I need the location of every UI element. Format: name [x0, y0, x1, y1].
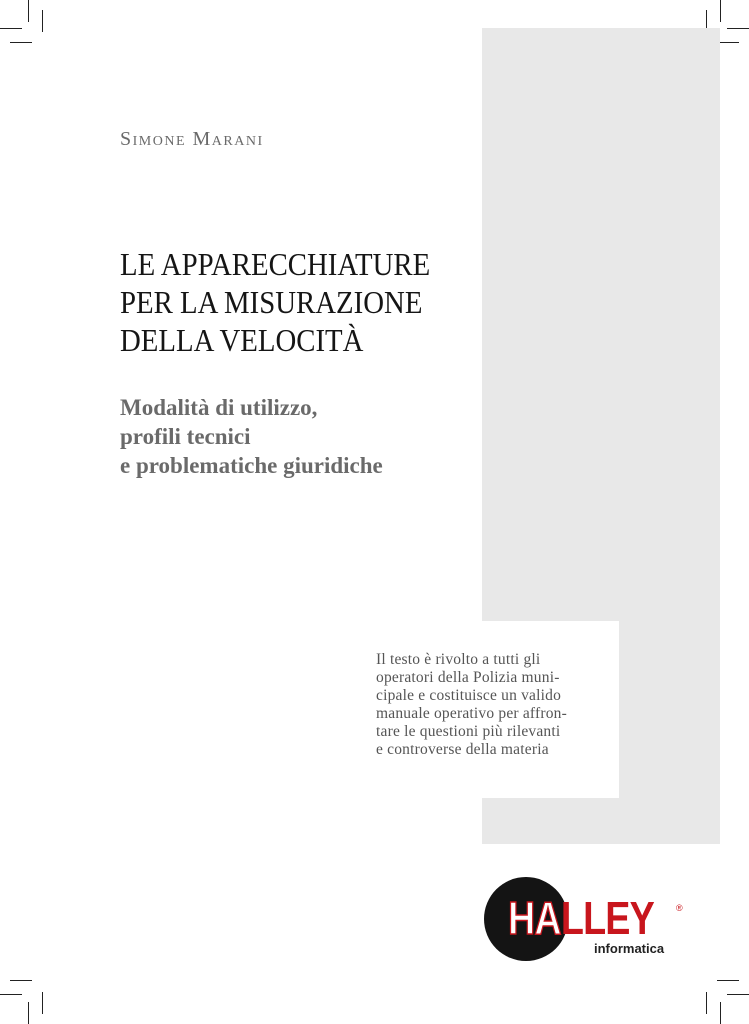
- crop-mark: [706, 992, 707, 1014]
- title-line: LE APPARECCHIATURE: [120, 246, 431, 282]
- registered-mark: ®: [676, 903, 683, 913]
- logo-word-part1: HA: [508, 892, 561, 944]
- crop-mark: [720, 1002, 721, 1024]
- blurb-line: Il testo è rivolto a tutti gli: [376, 651, 541, 668]
- blurb-line: e controverse della materia: [376, 741, 549, 758]
- crop-mark: [717, 980, 739, 981]
- title-line: PER LA MISURAZIONE: [120, 284, 423, 320]
- blurb-line: manuale operativo per affron-: [376, 705, 567, 722]
- author-name: Simone Marani: [120, 128, 264, 150]
- publisher-logo-subtitle: informatica: [594, 941, 665, 956]
- crop-mark: [727, 994, 749, 995]
- blurb-text: [376, 651, 626, 759]
- subtitle-line: Modalità di utilizzo,: [120, 395, 318, 420]
- crop-mark: [42, 10, 43, 32]
- crop-mark: [717, 42, 739, 43]
- crop-mark: [10, 42, 32, 43]
- crop-mark: [28, 1002, 29, 1024]
- blurb-line: tare le questioni più rilevanti: [376, 723, 561, 740]
- subtitle-line: profili tecnici: [120, 424, 251, 449]
- crop-mark: [42, 992, 43, 1014]
- subtitle-line: e problematiche giuridiche: [120, 453, 383, 478]
- logo-word-part2: LLEY: [560, 892, 654, 944]
- crop-mark: [0, 28, 22, 29]
- crop-mark: [0, 994, 22, 995]
- crop-mark: [28, 0, 29, 22]
- title-line: DELLA VELOCITÀ: [120, 322, 364, 358]
- book-subtitle: [120, 393, 460, 480]
- blurb-line: operatori della Polizia muni-: [376, 669, 560, 686]
- crop-mark: [10, 980, 32, 981]
- crop-mark: [727, 28, 749, 29]
- crop-mark: [720, 0, 721, 22]
- publisher-logo-wordmark: [508, 892, 654, 944]
- book-title: [120, 245, 453, 359]
- blurb-line: cipale e costituisce un valido: [376, 687, 562, 704]
